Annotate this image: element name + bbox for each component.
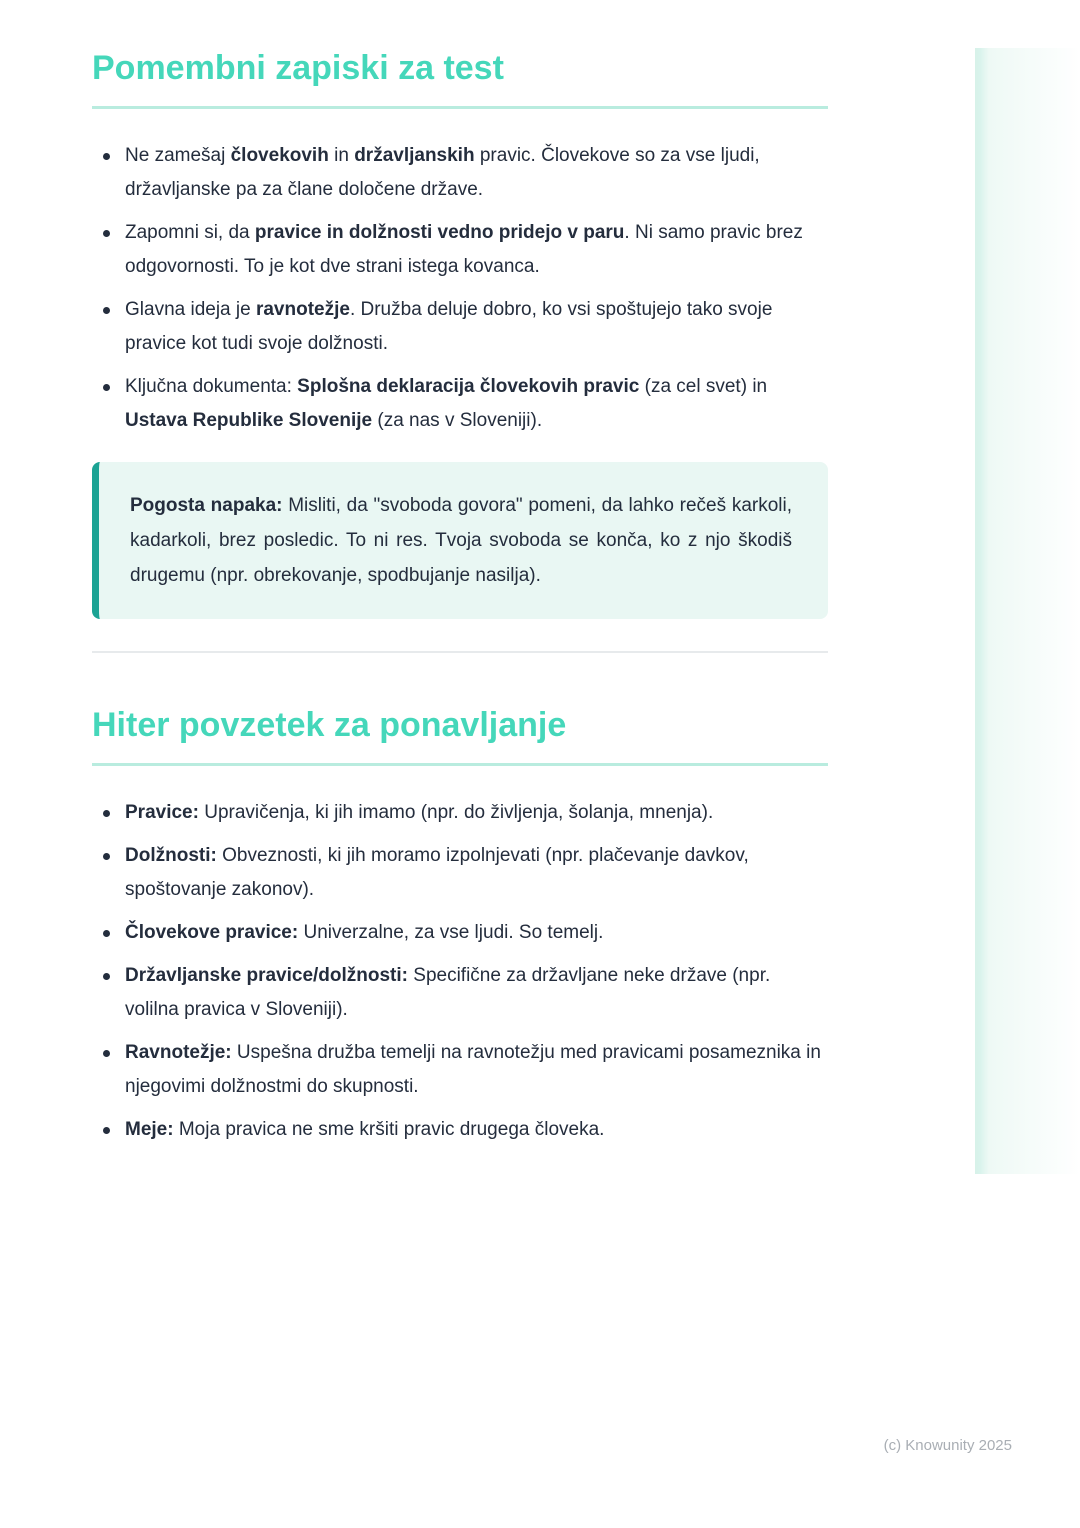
text-segment: (za cel svet) in xyxy=(639,376,768,397)
term-label: Državljanske pravice/dolžnosti: xyxy=(125,965,408,986)
section1-title-underline xyxy=(92,106,828,109)
text-segment-bold: Splošna deklaracija človekovih pravic xyxy=(297,376,640,397)
list-item xyxy=(92,1036,828,1104)
term-label: Človekove pravice: xyxy=(125,922,299,943)
text-segment: pravic. Človekove so za vse ljudi, državljanske pa za člane določene države. xyxy=(125,145,760,200)
term-definition: Univerzalne, za vse ljudi. So temelj. xyxy=(298,922,604,943)
text-segment-bold: državljanskih xyxy=(354,145,475,166)
content-column xyxy=(92,0,828,1147)
text-segment-bold: človekovih xyxy=(230,145,329,166)
list-item xyxy=(92,916,828,950)
list-item xyxy=(92,293,828,361)
text-segment: Ne zamešaj xyxy=(125,145,231,166)
text-segment: in xyxy=(328,145,355,166)
list-item xyxy=(92,1113,828,1147)
term-definition: Upravičenja, ki jih imamo (npr. do življenja, šolanja, mnenja). xyxy=(198,802,714,823)
term-definition: Obveznosti, ki jih moramo izpolnjevati (npr. plačevanje davkov, spoštovanje zakonov). xyxy=(125,845,749,900)
list-item xyxy=(92,959,828,1027)
common-mistake-callout xyxy=(92,462,828,619)
section2-list xyxy=(92,796,828,1147)
text-segment: . Ni samo pravic brez odgovornosti. To je kot dve strani istega kovanca. xyxy=(125,222,803,277)
text-segment: (za nas v Sloveniji). xyxy=(372,410,543,431)
decorative-side-stripe xyxy=(975,48,1080,1174)
term-label: Dolžnosti: xyxy=(125,845,217,866)
text-segment-bold: Ustava Republike Slovenije xyxy=(125,410,373,431)
text-segment: Zapomni si, da xyxy=(125,222,255,243)
copyright-footer: (c) Knowunity 2025 xyxy=(883,1437,1012,1454)
section1-list xyxy=(92,139,828,438)
text-segment: Glavna ideja je xyxy=(125,299,256,320)
text-segment-bold: pravice in dolžnosti vedno pridejo v paru xyxy=(254,222,625,243)
text-segment: Ključna dokumenta: xyxy=(125,376,298,397)
list-item xyxy=(92,370,828,438)
term-label: Ravnotežje: xyxy=(125,1042,232,1063)
list-item xyxy=(92,216,828,284)
callout-label: Pogosta napaka: xyxy=(130,495,283,516)
section2-title-underline xyxy=(92,763,828,766)
list-item xyxy=(92,796,828,830)
term-definition: Specifične za državljane neke države (npr. volilna pravica v Sloveniji). xyxy=(125,965,771,1020)
callout-text: Misliti, da "svoboda govora" pomeni, da lahko rečeš karkoli, kadarkoli, brez posledic. To ni res. Tvoja svoboda se konča, ko z njo škodiš drugemu (npr. obrekovanje, spodbujanje nasilja). xyxy=(130,495,793,586)
term-definition: Uspešna družba temelji na ravnotežju med pravicami posameznika in njegovimi dolžnostmi do skupnosti. xyxy=(125,1042,821,1097)
term-label: Meje: xyxy=(125,1119,174,1140)
term-label: Pravice: xyxy=(125,802,199,823)
text-segment: . Družba deluje dobro, ko vsi spoštujejo tako svoje pravice kot tudi svoje dolžnosti. xyxy=(125,299,773,354)
list-item xyxy=(92,139,828,207)
section2-title: Hiter povzetek za ponavljanje xyxy=(92,706,567,744)
section1-title: Pomembni zapiski za test xyxy=(92,49,504,87)
text-segment-bold: ravnotežje xyxy=(255,299,350,320)
term-definition: Moja pravica ne sme kršiti pravic drugega človeka. xyxy=(173,1119,605,1140)
list-item xyxy=(92,839,828,907)
